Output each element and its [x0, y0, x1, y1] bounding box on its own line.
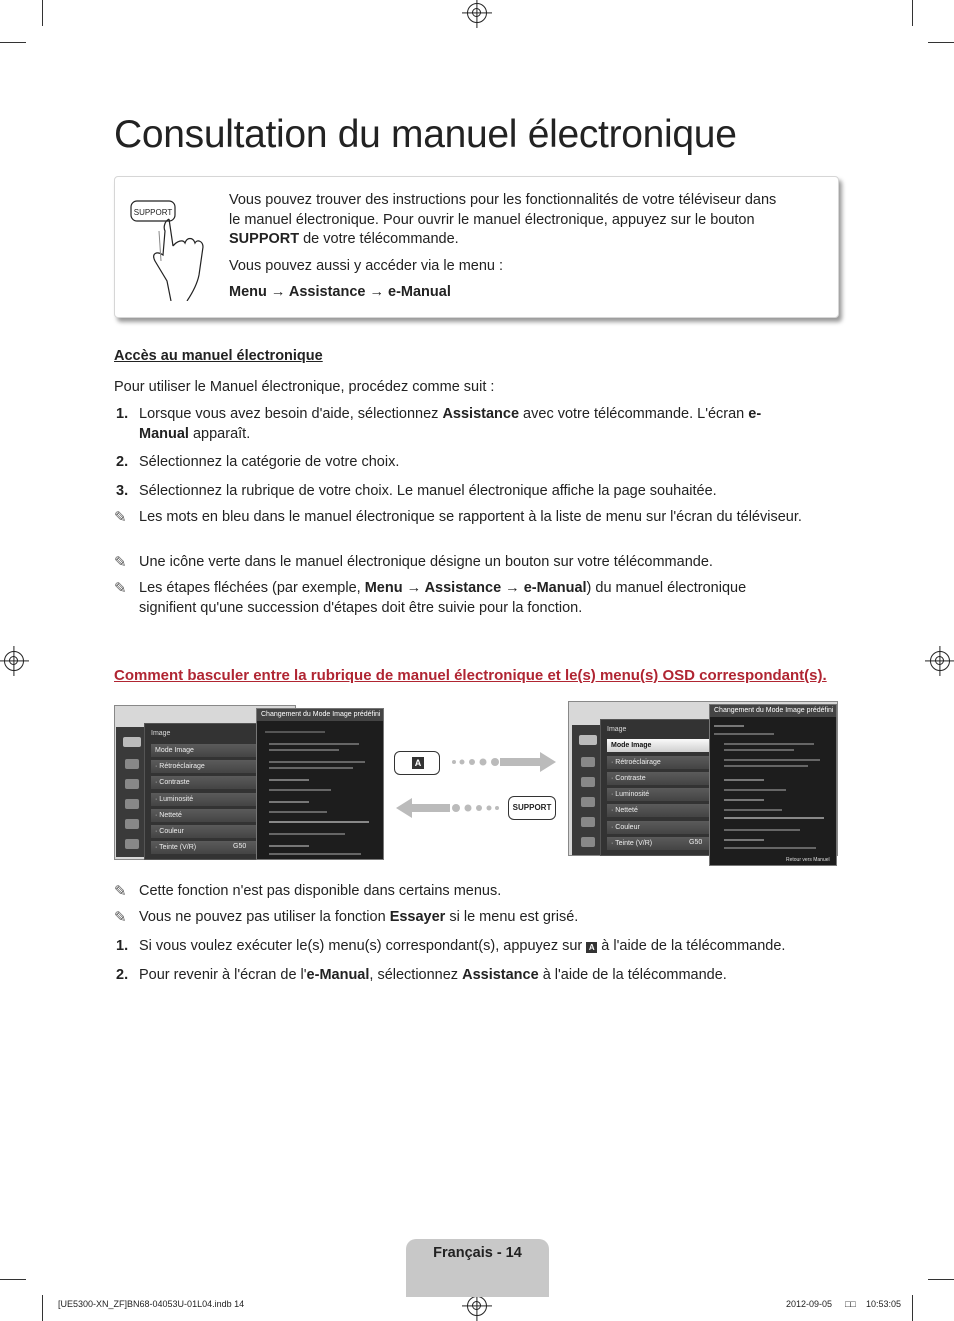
crop-mark — [0, 42, 26, 43]
print-boxes: □□ — [845, 1299, 856, 1309]
note-pencil-icon: ✎ — [114, 580, 127, 597]
emanual-text-line — [724, 749, 794, 751]
crop-mark — [912, 1295, 913, 1321]
step-number: 3. — [116, 483, 129, 499]
teinte-value: G50 — [689, 839, 703, 846]
list-item — [114, 579, 804, 618]
a-key-icon: A — [586, 942, 597, 953]
step-number: 1. — [116, 406, 129, 422]
emanual-header: Changement du Mode Image prédéfini — [710, 705, 836, 717]
emanual-text-line — [724, 789, 786, 791]
step-text: apparaît. — [188, 425, 251, 442]
page-title: Consultation du manuel électronique — [114, 113, 737, 156]
emanual-text-line — [269, 743, 359, 745]
support-key-label: SUPPORT — [133, 208, 173, 217]
emanual-text-line — [724, 779, 764, 781]
menu-item[interactable]: · Luminosité — [151, 793, 293, 806]
crop-mark — [42, 0, 43, 26]
screenshot-left — [114, 705, 384, 862]
step-number: 2. — [116, 454, 129, 470]
step-bold: e-Manual — [306, 967, 370, 983]
note-pencil-icon: ✎ — [114, 509, 127, 526]
crop-mark — [912, 0, 913, 26]
menu-item[interactable]: · Teinte (V/R) — [151, 841, 293, 854]
info-text — [229, 191, 789, 310]
step-text: à l'aide de la télécommande. — [538, 967, 727, 983]
menu-item[interactable]: · Contraste — [151, 776, 293, 789]
emanual-text-line — [724, 829, 800, 831]
menu-icon-column — [572, 725, 600, 855]
step-text: , sélectionnez — [369, 967, 463, 983]
emanual-text-line — [269, 789, 331, 791]
menu-item[interactable]: · Couleur — [607, 821, 749, 834]
support-button-icon: SUPPORT — [508, 796, 556, 820]
crop-mark — [0, 1279, 26, 1280]
menu-item[interactable]: · Rétroéclairage — [607, 756, 749, 769]
step-bold: Assistance — [462, 967, 539, 983]
registration-mark-icon — [4, 651, 24, 671]
emanual-footer: Retour vers Manuel — [786, 857, 830, 863]
step-text: avec votre télécommande. L'écran — [519, 406, 749, 422]
emanual-panel — [709, 704, 837, 866]
emanual-text-line — [724, 817, 824, 819]
emanual-text-line — [724, 765, 808, 767]
info-para2: Vous pouvez aussi y accéder via le menu : — [229, 257, 504, 274]
registration-mark-icon — [467, 3, 487, 23]
info-menu-path: Menu → Assistance → e-Manual — [229, 284, 451, 300]
list-item — [114, 937, 804, 957]
list-item — [114, 508, 804, 528]
section-intro: Pour utiliser le Manuel électronique, procédez comme suit : — [114, 379, 495, 395]
crop-mark — [928, 42, 954, 43]
menu-item[interactable]: Mode Image — [151, 744, 293, 757]
menu-title: Image — [607, 726, 627, 733]
support-icon — [125, 839, 139, 849]
note-text: Vous ne pouvez pas utiliser la fonction — [139, 909, 390, 925]
emanual-text-line — [714, 733, 774, 735]
emanual-text-line — [724, 839, 764, 841]
sound-icon — [125, 759, 139, 769]
emanual-text-line — [724, 809, 782, 811]
teinte-value: G50 — [233, 843, 247, 850]
list-item — [114, 405, 804, 444]
network-icon — [581, 797, 595, 807]
info-support-word: SUPPORT — [229, 231, 300, 247]
network-icon — [125, 799, 139, 809]
list-item — [114, 453, 804, 473]
step-text: Sélectionnez la rubrique de votre choix. Le manuel électronique affiche la page souhaitée. — [139, 483, 717, 499]
print-time: 10:53:05 — [866, 1299, 902, 1309]
menu-title: Image — [151, 730, 171, 737]
note-pencil-icon: ✎ — [114, 554, 127, 571]
note-text: Une icône verte dans le manuel électronique désigne un bouton sur votre télécommande. — [139, 554, 713, 570]
picture-icon — [123, 737, 141, 747]
a-button-icon — [394, 751, 440, 775]
emanual-text-line — [714, 725, 744, 727]
print-date: 2012-09-05 — [786, 1299, 833, 1309]
a-button-label: A — [412, 757, 424, 769]
registration-mark-icon — [467, 1296, 487, 1316]
step-text: à l'aide de la télécommande. — [597, 938, 786, 954]
emanual-text-line — [269, 749, 339, 751]
page-number: Français - 14 — [433, 1245, 522, 1261]
list-item — [114, 482, 804, 502]
note-pencil-icon: ✎ — [114, 909, 127, 926]
emanual-panel — [256, 708, 384, 860]
note-pencil-icon: ✎ — [114, 883, 127, 900]
sound-icon — [581, 757, 595, 767]
emanual-text-line — [265, 731, 325, 733]
picture-icon — [579, 735, 597, 745]
note-bold: Essayer — [389, 909, 446, 925]
channel-icon — [581, 777, 595, 787]
menu-icon-column — [116, 727, 144, 857]
channel-icon — [125, 779, 139, 789]
step-text: Si vous voulez exécuter le(s) menu(s) correspondant(s), appuyez sur — [139, 938, 587, 954]
emanual-text-line — [269, 821, 369, 823]
emanual-text-line — [269, 811, 327, 813]
step-text: Pour revenir à l'écran de l' — [139, 967, 307, 983]
step-bold: e-Manual — [139, 406, 762, 442]
menu-item[interactable]: · Couleur — [151, 825, 293, 838]
note-text: ) du manuel électronique signifient qu'une succession d'étapes doit être suivie pour la fonction. — [139, 580, 747, 616]
step-bold: Assistance — [442, 406, 520, 422]
step-text: Sélectionnez la catégorie de votre choix. — [139, 454, 400, 470]
section-subheading: Comment basculer entre la rubrique de manuel électronique et le(s) menu(s) OSD correspondant(s). — [114, 667, 827, 684]
emanual-text-line — [269, 845, 309, 847]
emanual-text-line — [269, 801, 309, 803]
crop-mark — [928, 1279, 954, 1280]
menu-item-selected[interactable]: Mode Image — [607, 739, 749, 752]
step-text: Lorsque vous avez besoin d'aide, sélectionnez — [139, 406, 443, 422]
step-number: 1. — [116, 938, 129, 954]
emanual-text-line — [724, 799, 764, 801]
support-icon — [581, 837, 595, 847]
step-number: 2. — [116, 967, 129, 983]
emanual-text-line — [724, 759, 820, 761]
menu-item[interactable]: · Netteté — [151, 809, 293, 822]
forward-arrow-icon — [448, 750, 558, 774]
menu-item[interactable]: · Teinte (V/R) — [607, 837, 749, 850]
note-text: si le menu est grisé. — [445, 909, 579, 925]
section-heading: Accès au manuel électronique — [114, 348, 323, 364]
list-item — [114, 966, 804, 986]
note-bold: Menu → Assistance → e-Manual — [364, 580, 587, 596]
page-number-tab — [406, 1239, 549, 1297]
emanual-text-line — [269, 833, 345, 835]
emanual-text-line — [269, 761, 365, 763]
note-text: Les étapes fléchées (par exemple, — [139, 580, 365, 596]
menu-item[interactable]: · Luminosité — [607, 788, 749, 801]
emanual-text-line — [724, 847, 816, 849]
menu-item[interactable]: · Netteté — [607, 804, 749, 817]
print-file-info: [UE5300-XN_ZF]BN68-04053U-01L04.indb 14 — [58, 1299, 245, 1309]
emanual-header: Changement du Mode Image prédéfini — [257, 709, 383, 721]
menu-item[interactable]: · Rétroéclairage — [151, 760, 293, 773]
hand-pressing-support-icon — [129, 191, 209, 301]
list-item — [114, 553, 804, 573]
emanual-text-line — [269, 767, 353, 769]
list-item — [114, 882, 804, 902]
emanual-text-line — [269, 779, 309, 781]
note-text: Cette fonction n'est pas disponible dans certains menus. — [139, 883, 502, 899]
info-para1-end: de votre télécommande. — [299, 231, 459, 247]
menu-item[interactable]: · Contraste — [607, 772, 749, 785]
settings-icon — [125, 819, 139, 829]
list-item — [114, 908, 804, 928]
settings-icon — [581, 817, 595, 827]
registration-mark-icon — [930, 651, 950, 671]
note-text: Les mots en bleu dans le manuel électronique se rapportent à la liste de menu sur l'écran du téléviseur. — [139, 509, 802, 525]
info-box — [114, 176, 839, 318]
screenshot-right — [568, 701, 838, 866]
emanual-text-line — [724, 743, 814, 745]
crop-mark — [42, 1295, 43, 1321]
info-para1-start: Vous pouvez trouver des instructions pour les fonctionnalités de votre téléviseur dans le manuel électronique. Pour ouvrir le manuel électronique, appuyez sur le bouton — [229, 192, 777, 228]
back-arrow-icon — [396, 796, 502, 820]
emanual-text-line — [269, 853, 361, 855]
